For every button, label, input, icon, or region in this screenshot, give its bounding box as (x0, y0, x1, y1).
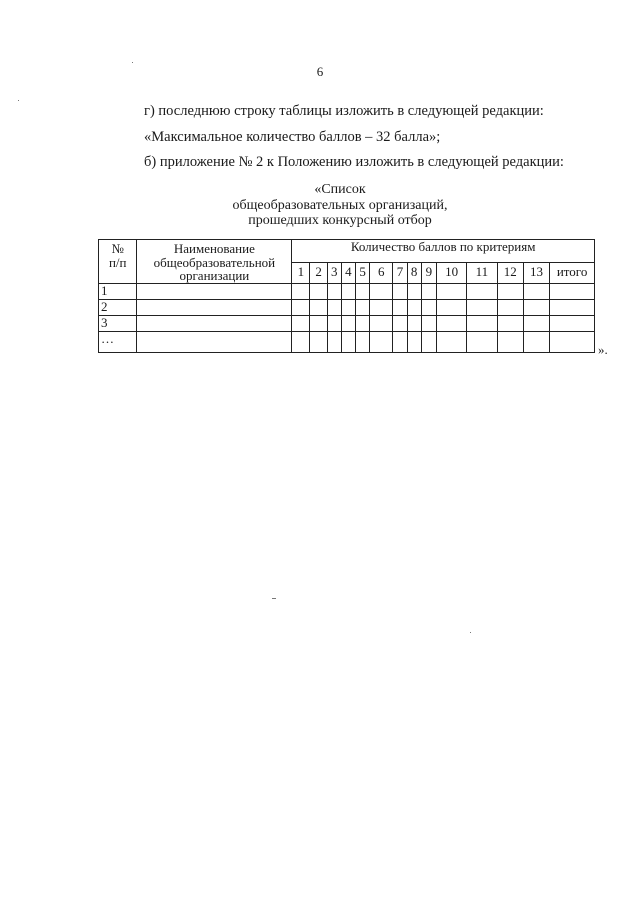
page-number: 6 (316, 64, 324, 79)
cell (310, 331, 327, 352)
cell (467, 283, 497, 299)
cell (523, 315, 549, 331)
header-criterion: 7 (393, 262, 407, 283)
cell (327, 331, 341, 352)
header-criterion: 4 (341, 262, 355, 283)
cell (467, 299, 497, 315)
cell (137, 283, 292, 299)
cell (523, 331, 549, 352)
cell (292, 283, 310, 299)
cell (407, 283, 421, 299)
header-name-line: организации (179, 268, 250, 283)
cell (356, 315, 370, 331)
row-number: … (99, 331, 137, 352)
table-row (99, 299, 595, 315)
list-heading-line: прошедших конкурсный отбор (248, 213, 432, 228)
header-criterion: 5 (356, 262, 370, 283)
cell (292, 315, 310, 331)
cell (310, 283, 327, 299)
header-name-line: общеобразовательной (153, 254, 276, 270)
cell (407, 299, 421, 315)
cell (370, 299, 393, 315)
header-criterion: 1 (292, 262, 310, 283)
header-criterion: 3 (327, 262, 341, 283)
header-total: итого (550, 262, 595, 283)
row-number: 1 (99, 283, 137, 299)
cell (550, 299, 595, 315)
cell (436, 315, 466, 331)
cell (393, 315, 407, 331)
cell (341, 315, 355, 331)
header-criterion: 8 (407, 262, 421, 283)
cell (356, 299, 370, 315)
list-heading (180, 182, 500, 229)
paragraph-appendix: б) приложение № 2 к Положению изложить в следующей редакции: (144, 154, 564, 170)
table-row (99, 315, 595, 331)
table-row (99, 331, 595, 352)
closing-mark: ». (598, 342, 608, 357)
header-criterion: 11 (467, 262, 497, 283)
cell (370, 331, 393, 352)
header-criteria-group: Количество баллов по критериям (292, 240, 595, 263)
cell (310, 299, 327, 315)
cell (523, 283, 549, 299)
cell (292, 299, 310, 315)
cell (523, 299, 549, 315)
scan-speck (18, 100, 19, 101)
cell (467, 331, 497, 352)
header-number-line: п/п (108, 254, 127, 270)
cell (421, 315, 436, 331)
header-criterion: 10 (436, 262, 466, 283)
cell (341, 299, 355, 315)
header-criterion: 12 (497, 262, 523, 283)
row-number: 3 (99, 315, 137, 331)
header-criterion: 6 (370, 262, 393, 283)
cell (436, 331, 466, 352)
header-criterion: 2 (310, 262, 327, 283)
cell (407, 331, 421, 352)
cell (393, 299, 407, 315)
cell (421, 283, 436, 299)
cell (497, 331, 523, 352)
cell (393, 283, 407, 299)
header-number-line: № (111, 241, 124, 256)
cell (436, 283, 466, 299)
cell (356, 331, 370, 352)
cell (137, 299, 292, 315)
list-heading-line: «Список (314, 182, 366, 197)
cell (550, 283, 595, 299)
paragraph-max-score: «Максимальное количество баллов – 32 балла»; (144, 129, 441, 145)
cell (497, 283, 523, 299)
scan-speck (470, 632, 471, 633)
cell (550, 331, 595, 352)
cell (341, 283, 355, 299)
cell (421, 331, 436, 352)
cell (407, 315, 421, 331)
row-number: 2 (99, 299, 137, 315)
cell (341, 331, 355, 352)
cell (327, 283, 341, 299)
cell (370, 283, 393, 299)
cell (356, 283, 370, 299)
table-row (99, 283, 595, 299)
organizations-table (98, 239, 595, 353)
table-header-row (99, 240, 595, 263)
cell (137, 315, 292, 331)
header-number (99, 240, 137, 284)
header-criterion: 9 (421, 262, 436, 283)
header-name-line: Наименование (173, 241, 255, 256)
cell (370, 315, 393, 331)
cell (550, 315, 595, 331)
header-criterion: 13 (523, 262, 549, 283)
cell (327, 299, 341, 315)
cell (327, 315, 341, 331)
header-org-name (137, 240, 292, 284)
cell (310, 315, 327, 331)
list-heading-line: общеобразовательных организаций, (232, 197, 448, 213)
scan-speck (132, 62, 133, 63)
paragraph-last-row: г) последнюю строку таблицы изложить в следующей редакции: (144, 103, 544, 119)
cell (497, 299, 523, 315)
scan-speck (272, 598, 276, 599)
cell (292, 331, 310, 352)
cell (497, 315, 523, 331)
cell (436, 299, 466, 315)
cell (421, 299, 436, 315)
cell (393, 331, 407, 352)
cell (467, 315, 497, 331)
cell (137, 331, 292, 352)
